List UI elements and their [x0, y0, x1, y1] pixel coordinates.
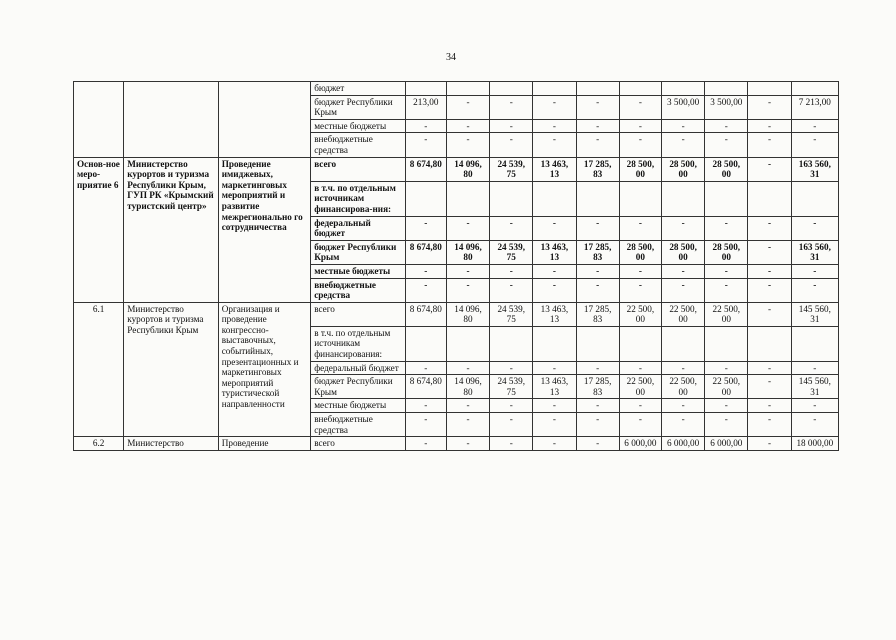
code-cell: Основ-ное меро-приятие 6: [74, 157, 124, 302]
source-cell: местные бюджеты: [311, 119, 405, 133]
value-cell: 213,00: [405, 95, 446, 119]
value-cell: -: [619, 278, 661, 302]
source-cell: в т.ч. по отдельным источникам финансирова-ния:: [311, 181, 405, 216]
value-cell: -: [405, 119, 446, 133]
source-cell: в т.ч. по отдельным источникам финансирования:: [311, 326, 405, 361]
value-cell: 28 500, 00: [705, 157, 748, 181]
value-cell: -: [748, 119, 791, 133]
value-cell: [576, 181, 619, 216]
value-cell: 8 674,80: [405, 302, 446, 326]
value-cell: -: [405, 399, 446, 413]
value-cell: -: [619, 361, 661, 375]
value-cell: -: [748, 413, 791, 437]
value-cell: [533, 326, 576, 361]
value-cell: -: [619, 399, 661, 413]
value-cell: -: [533, 413, 576, 437]
value-cell: 17 285, 83: [576, 302, 619, 326]
value-cell: -: [405, 216, 446, 240]
value-cell: 8 674,80: [405, 240, 446, 264]
source-cell: всего: [311, 302, 405, 326]
value-cell: -: [791, 264, 838, 278]
value-cell: [576, 326, 619, 361]
executor-cell: Министерство: [124, 437, 218, 451]
value-cell: -: [619, 95, 661, 119]
value-cell: 28 500, 00: [619, 157, 661, 181]
value-cell: [490, 82, 533, 96]
value-cell: -: [791, 133, 838, 157]
value-cell: [446, 181, 489, 216]
value-cell: 17 285, 83: [576, 240, 619, 264]
value-cell: [748, 326, 791, 361]
value-cell: -: [619, 216, 661, 240]
value-cell: 145 560, 31: [791, 375, 838, 399]
value-cell: -: [533, 399, 576, 413]
source-cell: местные бюджеты: [311, 264, 405, 278]
value-cell: -: [576, 361, 619, 375]
value-cell: 22 500, 00: [661, 375, 704, 399]
value-cell: -: [661, 216, 704, 240]
value-cell: -: [619, 264, 661, 278]
value-cell: -: [705, 133, 748, 157]
value-cell: 18 000,00: [791, 437, 838, 451]
value-cell: 24 539, 75: [490, 157, 533, 181]
value-cell: -: [791, 216, 838, 240]
value-cell: [705, 326, 748, 361]
value-cell: -: [576, 399, 619, 413]
page-number: 34: [446, 52, 456, 63]
value-cell: [705, 181, 748, 216]
value-cell: -: [619, 133, 661, 157]
value-cell: -: [490, 399, 533, 413]
value-cell: [576, 82, 619, 96]
value-cell: 14 096, 80: [446, 302, 489, 326]
value-cell: -: [490, 437, 533, 451]
value-cell: -: [748, 375, 791, 399]
value-cell: -: [791, 361, 838, 375]
code-cell: 6.1: [74, 302, 124, 437]
value-cell: -: [490, 216, 533, 240]
value-cell: -: [748, 437, 791, 451]
value-cell: -: [405, 264, 446, 278]
value-cell: -: [446, 413, 489, 437]
value-cell: 17 285, 83: [576, 375, 619, 399]
value-cell: -: [705, 399, 748, 413]
value-cell: -: [661, 278, 704, 302]
value-cell: -: [533, 264, 576, 278]
value-cell: [533, 82, 576, 96]
value-cell: -: [748, 264, 791, 278]
value-cell: -: [661, 133, 704, 157]
value-cell: 13 463, 13: [533, 302, 576, 326]
value-cell: [619, 326, 661, 361]
value-cell: -: [405, 413, 446, 437]
value-cell: [490, 181, 533, 216]
value-cell: -: [446, 278, 489, 302]
value-cell: 163 560, 31: [791, 157, 838, 181]
code-cell: 6.2: [74, 437, 124, 451]
value-cell: -: [446, 399, 489, 413]
name-cell: [218, 82, 310, 158]
value-cell: -: [619, 119, 661, 133]
value-cell: [405, 181, 446, 216]
value-cell: 14 096, 80: [446, 240, 489, 264]
executor-cell: Министерство курортов и туризма Республики Крым, ГУП РК «Крымский туристский центр»: [124, 157, 218, 302]
value-cell: -: [533, 437, 576, 451]
value-cell: -: [490, 413, 533, 437]
source-cell: бюджет Республики Крым: [311, 95, 405, 119]
value-cell: -: [661, 413, 704, 437]
value-cell: -: [446, 216, 489, 240]
value-cell: [405, 82, 446, 96]
value-cell: 6 000,00: [619, 437, 661, 451]
code-cell: [74, 82, 124, 158]
value-cell: [791, 181, 838, 216]
value-cell: 28 500, 00: [661, 240, 704, 264]
value-cell: -: [748, 216, 791, 240]
value-cell: 24 539, 75: [490, 375, 533, 399]
value-cell: -: [405, 278, 446, 302]
value-cell: -: [446, 264, 489, 278]
value-cell: -: [533, 119, 576, 133]
value-cell: -: [533, 95, 576, 119]
source-cell: внебюджетные средства: [311, 133, 405, 157]
value-cell: -: [748, 278, 791, 302]
value-cell: [490, 326, 533, 361]
value-cell: 145 560, 31: [791, 302, 838, 326]
value-cell: -: [705, 278, 748, 302]
value-cell: 6 000,00: [705, 437, 748, 451]
value-cell: 14 096, 80: [446, 157, 489, 181]
value-cell: 6 000,00: [661, 437, 704, 451]
value-cell: -: [576, 278, 619, 302]
value-cell: -: [576, 413, 619, 437]
value-cell: 13 463, 13: [533, 375, 576, 399]
source-cell: внебюджетные средства: [311, 413, 405, 437]
source-cell: всего: [311, 157, 405, 181]
value-cell: [405, 326, 446, 361]
name-cell: Организация и проведение конгрессно-выставочных, событийных, презентационных и маркетинговых мероприятий туристической направленности: [218, 302, 310, 437]
value-cell: 22 500, 00: [705, 375, 748, 399]
executor-cell: [124, 82, 218, 158]
value-cell: -: [748, 133, 791, 157]
value-cell: 28 500, 00: [705, 240, 748, 264]
value-cell: 24 539, 75: [490, 302, 533, 326]
value-cell: -: [405, 437, 446, 451]
value-cell: -: [576, 437, 619, 451]
value-cell: 28 500, 00: [661, 157, 704, 181]
value-cell: -: [748, 361, 791, 375]
value-cell: -: [661, 264, 704, 278]
value-cell: -: [791, 278, 838, 302]
value-cell: 22 500, 00: [705, 302, 748, 326]
value-cell: -: [490, 264, 533, 278]
value-cell: -: [533, 361, 576, 375]
value-cell: -: [748, 240, 791, 264]
value-cell: [533, 181, 576, 216]
value-cell: -: [748, 95, 791, 119]
value-cell: -: [446, 119, 489, 133]
value-cell: 8 674,80: [405, 375, 446, 399]
value-cell: 22 500, 00: [661, 302, 704, 326]
name-cell: Проведение имиджевых, маркетинговых мероприятий и развитие межрегионально го сотрудничества: [218, 157, 310, 302]
source-cell: бюджет Республики Крым: [311, 375, 405, 399]
value-cell: [791, 82, 838, 96]
value-cell: 22 500, 00: [619, 375, 661, 399]
value-cell: [446, 82, 489, 96]
source-cell: федеральный бюджет: [311, 216, 405, 240]
value-cell: -: [748, 302, 791, 326]
name-cell: Проведение: [218, 437, 310, 451]
value-cell: -: [791, 119, 838, 133]
value-cell: 8 674,80: [405, 157, 446, 181]
value-cell: 3 500,00: [705, 95, 748, 119]
value-cell: 24 539, 75: [490, 240, 533, 264]
value-cell: -: [576, 133, 619, 157]
source-cell: всего: [311, 437, 405, 451]
value-cell: -: [533, 133, 576, 157]
value-cell: -: [576, 264, 619, 278]
value-cell: -: [446, 133, 489, 157]
value-cell: -: [490, 95, 533, 119]
value-cell: 3 500,00: [661, 95, 704, 119]
table-row: [74, 82, 839, 96]
value-cell: -: [405, 133, 446, 157]
value-cell: -: [533, 216, 576, 240]
value-cell: -: [705, 216, 748, 240]
value-cell: -: [490, 361, 533, 375]
value-cell: -: [661, 399, 704, 413]
source-cell: федеральный бюджет: [311, 361, 405, 375]
source-cell: бюджет Республики Крым: [311, 240, 405, 264]
table-row: [74, 302, 839, 326]
value-cell: [748, 82, 791, 96]
value-cell: 14 096, 80: [446, 375, 489, 399]
source-cell: бюджет: [311, 82, 405, 96]
value-cell: -: [748, 399, 791, 413]
value-cell: [791, 326, 838, 361]
value-cell: 17 285, 83: [576, 157, 619, 181]
value-cell: -: [490, 119, 533, 133]
value-cell: -: [446, 361, 489, 375]
value-cell: -: [490, 278, 533, 302]
source-cell: внебюджетные средства: [311, 278, 405, 302]
value-cell: [661, 326, 704, 361]
value-cell: -: [705, 413, 748, 437]
value-cell: [661, 181, 704, 216]
value-cell: -: [705, 264, 748, 278]
value-cell: [619, 181, 661, 216]
value-cell: -: [748, 157, 791, 181]
value-cell: [446, 326, 489, 361]
executor-cell: Министерство курортов и туризма Республики Крым: [124, 302, 218, 437]
value-cell: 13 463, 13: [533, 157, 576, 181]
value-cell: [661, 82, 704, 96]
value-cell: -: [576, 216, 619, 240]
value-cell: -: [705, 361, 748, 375]
value-cell: -: [791, 399, 838, 413]
value-cell: 163 560, 31: [791, 240, 838, 264]
value-cell: [705, 82, 748, 96]
table-row: [74, 157, 839, 181]
budget-table: [73, 81, 839, 451]
value-cell: 22 500, 00: [619, 302, 661, 326]
value-cell: -: [405, 361, 446, 375]
value-cell: -: [446, 437, 489, 451]
value-cell: -: [661, 361, 704, 375]
value-cell: -: [661, 119, 704, 133]
value-cell: [748, 181, 791, 216]
table-row: [74, 437, 839, 451]
value-cell: -: [791, 413, 838, 437]
value-cell: -: [490, 133, 533, 157]
value-cell: -: [619, 413, 661, 437]
value-cell: -: [576, 95, 619, 119]
source-cell: местные бюджеты: [311, 399, 405, 413]
value-cell: 28 500, 00: [619, 240, 661, 264]
value-cell: -: [533, 278, 576, 302]
value-cell: -: [446, 95, 489, 119]
value-cell: [619, 82, 661, 96]
value-cell: 13 463, 13: [533, 240, 576, 264]
value-cell: -: [705, 119, 748, 133]
value-cell: 7 213,00: [791, 95, 838, 119]
value-cell: -: [576, 119, 619, 133]
